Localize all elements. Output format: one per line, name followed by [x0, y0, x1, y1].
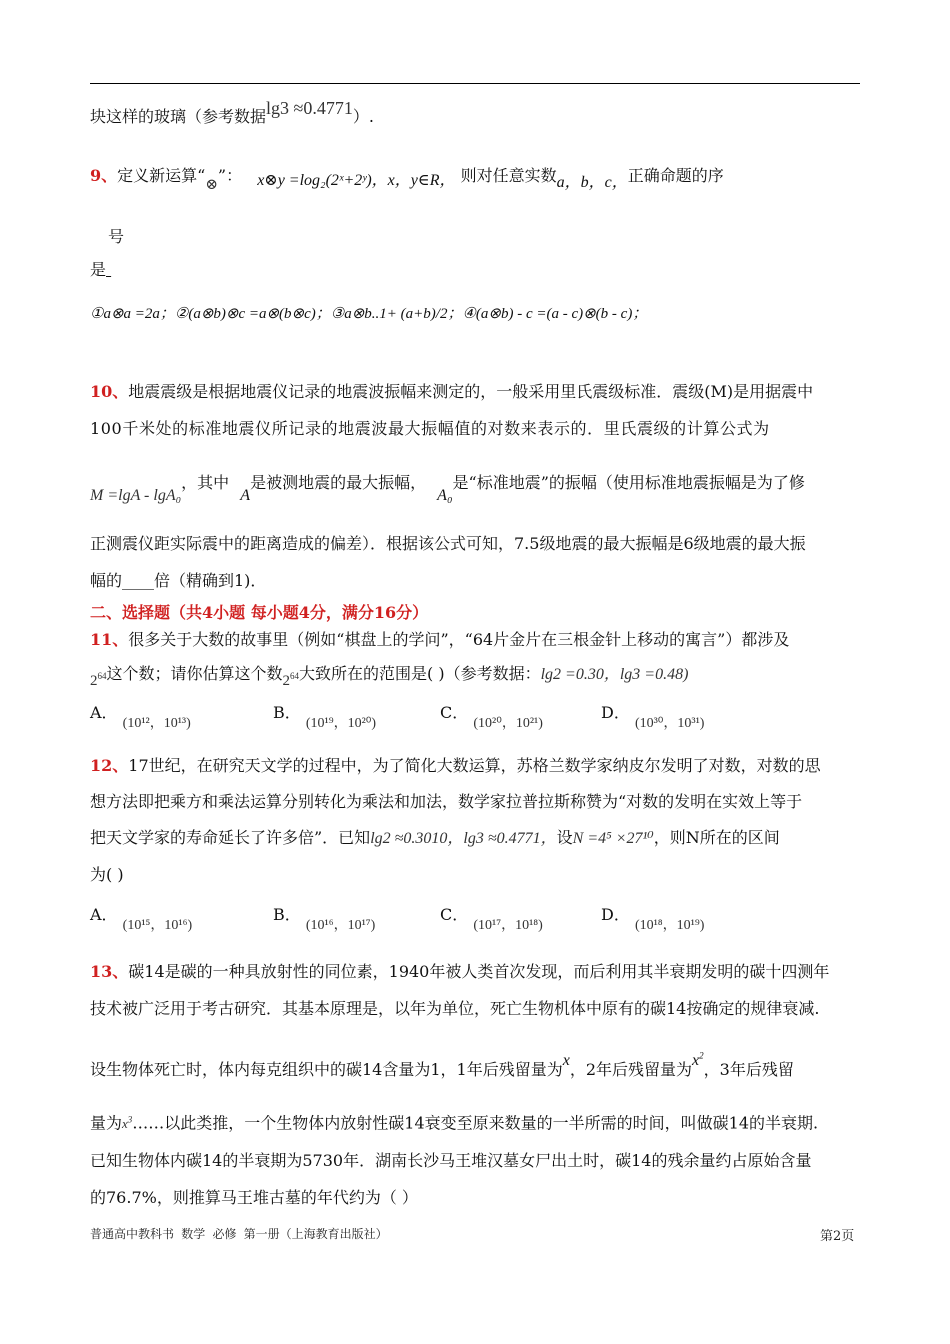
q13-p3b: ，2年后残留量为 — [569, 1060, 693, 1079]
option-label: C． — [440, 703, 469, 722]
q9-text2: ”： — [217, 166, 243, 185]
q10-p1: 地震震级是根据地震仪记录的地震波振幅来测定的，一般采用里氏震级标准．震级(M)是用据震中 — [128, 382, 814, 401]
q11-option-a[interactable] — [90, 700, 191, 731]
q9-line3-text: 是 — [90, 260, 107, 279]
q9-line2: 号 — [108, 227, 125, 246]
option-label: C． — [440, 905, 469, 924]
q13-p4a: 量为 — [90, 1113, 123, 1133]
q11-p2a: 这个数；请你估算这个数 — [106, 664, 283, 683]
footer-page-number: 第2页 — [820, 1229, 855, 1244]
q10-p5: 幅的____倍（精确到1)． — [90, 571, 267, 590]
q9-text1: 定义新运算“ — [117, 166, 206, 185]
q13-p2: 技术被广泛用于考古研究．其基本原理是，以年为单位，死亡生物机体中原有的碳14按确定的规律衰减. — [90, 999, 820, 1018]
q9-line3 — [90, 257, 111, 280]
q10-tail — [90, 525, 862, 599]
option-label: A． — [90, 703, 118, 722]
option-value: (10¹⁶，10¹⁷) — [305, 918, 376, 933]
footer-left: 普通高中教科书 数学 必修 第一册（上海教育出版社） — [90, 1227, 388, 1241]
q12-p3a: 把天文学家的寿命延长了许多倍”．已知 — [90, 828, 371, 847]
q13-p5: 已知生物体内碳14的半衰期为5730年．湖南长沙马王堆汉墓女尸出土时，碳14的残余量约占原始含量 — [90, 1151, 812, 1171]
q12-p3c: ，则 — [653, 828, 686, 847]
q12-number: 12、 — [90, 756, 129, 775]
q12-p2: 想方法即把乘方和乘法运算分别转化为乘法和加法，数学家拉普拉斯称赞为“对数的发明在实效上等于 — [90, 792, 803, 811]
q10-A: A — [240, 487, 251, 504]
option-label: A． — [90, 905, 118, 924]
q12-p3n: N =4⁵ ×27¹⁰ — [572, 830, 654, 847]
option-value: (10²⁰，10²¹) — [473, 716, 543, 731]
q12-option-d[interactable] — [601, 902, 705, 933]
q12-p4: 为( ) — [90, 865, 124, 884]
option-value: (10¹⁸，10¹⁹) — [634, 918, 705, 933]
q13-p3a: 设生物体死亡时，体内每克组织中的碳14含量为1，1年后残留量为 — [90, 1060, 563, 1079]
q8-tail — [90, 98, 374, 127]
q8-math: lg3 ≈0.4771 — [266, 98, 353, 118]
q10-p4: 正测震仪距实际震中的距离造成的偏差）．根据该公式可知，7.5级地震的最大振幅是6级地震的最大振 — [90, 534, 806, 553]
q11-line1 — [90, 627, 789, 650]
q13-number: 13、 — [90, 962, 129, 981]
q11-line2: $2^{64}$这个数；请你估算这个数$2^{64}$大致所在的范围是( )（参考数据：lg2 =0.30，lg3 =0.48) — [90, 664, 689, 689]
section-heading: 二、选择题（共4小题 每小题4分，满分16分） — [90, 603, 429, 622]
q9-text4: 正确命题的序 — [627, 166, 724, 185]
q11-p2b: 大致所在的范围是( )（参考数据： — [299, 664, 541, 683]
q9-symbol: ⊗ — [205, 177, 218, 193]
q9-line1 — [90, 163, 724, 193]
option-value: (10³⁰，10³¹) — [634, 716, 705, 731]
q13-p6: 的76.7%，则推算马王堆古墓的年代约为（ ） — [90, 1188, 418, 1208]
q10-p3c: 是“标准地震”的振幅（使用标准地震振幅是为了修 — [452, 473, 805, 492]
q10-formula-line — [90, 470, 805, 504]
q8-text: 块这样的玻璃（参考数据 — [90, 107, 267, 126]
q10-A0: A₀ — [437, 487, 453, 504]
q10-number: 10、 — [90, 382, 129, 401]
q10-p3a: ，其中 — [181, 473, 230, 492]
q11-p1: 很多关于大数的故事里（例如“棋盘上的学问”，“64片金片在三根金针上移动的寓言”）都涉及 — [128, 630, 790, 649]
q10 — [90, 373, 862, 447]
q12-option-a[interactable] — [90, 902, 193, 933]
q9-definition: x⊗y =log₂(2ˣ+2ʸ)，x，y∈R， — [257, 172, 456, 189]
option-label: B． — [273, 905, 301, 924]
q11-option-c[interactable] — [440, 700, 543, 731]
option-value: (10¹⁷，10¹⁸) — [473, 918, 543, 933]
q10-p2: 100千米处的标准地震仪所记录的地震波最大振幅值的对数来表示的．里氏震级的计算公式为 — [90, 419, 770, 438]
q9-vars: a，b，c， — [556, 174, 628, 191]
q10-p3b: 是被测地震的最大振幅， — [250, 473, 427, 492]
q9-propositions: ①a⊗a =2a；②(a⊗b)⊗c =a⊗(b⊗c)；③a⊗b..1+ (a+b)/2；④(a⊗b) - c =(a - c)⊗(b - c)； — [90, 306, 648, 322]
header-rule — [90, 83, 860, 84]
option-label: D． — [601, 703, 630, 722]
option-label: D． — [601, 905, 630, 924]
q11-ref: lg2 =0.30，lg3 =0.48) — [540, 666, 689, 683]
q13-top — [90, 953, 862, 1027]
option-label: B． — [273, 703, 301, 722]
q13-bottom: 量为$x^3\dots\dots$以此类推，一个生物体内放射性碳14衰变至原来数量的一半所需的时间，叫做碳14的半衰期. 已知生物体内碳14的半衰期为5730年．湖南长沙马王堆汉墓女尸出土时，碳14的残余量约占原始含量 的76.7%，则推算马王堆古墓的年代约为（ ） — [90, 1102, 862, 1216]
option-value: (10¹⁵，10¹⁶) — [122, 918, 193, 933]
q13-p3c: ，3年后残留 — [703, 1060, 794, 1079]
q12-option-b[interactable] — [273, 902, 376, 933]
q12 — [90, 748, 862, 893]
q12-p3d: N所在的区间 — [685, 828, 780, 847]
q12-p3b: 设 — [556, 828, 573, 847]
q11-option-d[interactable] — [601, 700, 705, 731]
q12-p1: 17世纪，在研究天文学的过程中，为了简化大数运算，苏格兰数学家纳皮尔发明了对数，对数的思 — [128, 756, 821, 775]
q13-line3: 设生物体死亡时，体内每克组织中的碳14含量为1，1年后残留量为x，2年后残留量为$x^2$，3年后残留 — [90, 1050, 794, 1079]
option-value: (10¹⁹，10²⁰) — [305, 716, 377, 731]
q9-text3: 则对任意实数 — [460, 166, 557, 185]
q12-option-c[interactable] — [440, 902, 543, 933]
q12-p3m: lg2 ≈0.3010，lg3 ≈0.4771， — [370, 830, 557, 847]
q13-p4b: ……以此类推，一个生物体内放射性碳14衰变至原来数量的一半所需的时间，叫做碳14的半衰期. — [132, 1113, 819, 1133]
q13-p1: 碳14是碳的一种具放射性的同位素，1940年被人类首次发现，而后利用其半衰期发明的碳十四测年 — [128, 962, 830, 981]
q8-end: ）. — [352, 107, 374, 126]
q10-formula: M =lgA - lgA₀ — [90, 487, 182, 504]
q11-option-b[interactable] — [273, 700, 377, 731]
option-value: (10¹²，10¹³) — [122, 716, 191, 731]
q9-number: 9、 — [90, 166, 118, 185]
q11-number: 11、 — [90, 630, 129, 649]
